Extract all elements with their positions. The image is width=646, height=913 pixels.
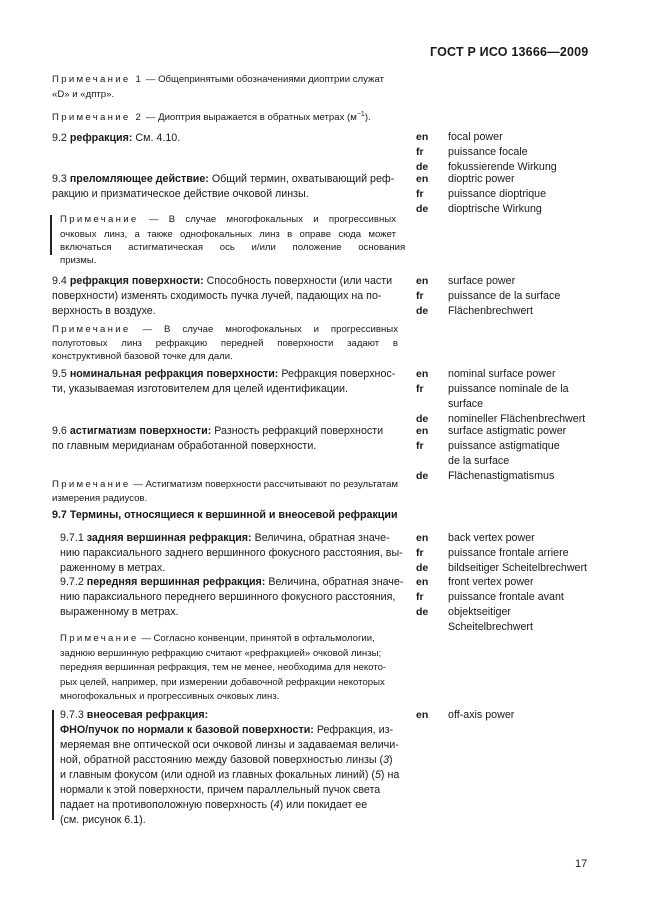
section-9-7-2: 9.7.2 передняя вершинная рефракция: Величина, обратная значе- [60, 576, 404, 588]
equivalent-term: surface [448, 398, 484, 410]
language-code: en [416, 425, 429, 437]
section-9-6: 9.6 астигматизм поверхности: Разность рефракций поверхности [52, 425, 384, 437]
language-code: fr [416, 146, 424, 158]
language-code: de [416, 203, 429, 215]
document-header: ГОСТ Р ИСО 13666—2009 [430, 45, 589, 59]
equivalent-term: Scheitelbrechwert [448, 621, 533, 633]
section-9-7-1: 9.7.1 задняя вершинная рефракция: Величина, обратная значе- [60, 532, 390, 544]
language-code: de [416, 470, 429, 482]
note-9-3: Примечание — В случае многофокальных и прогрессивных [60, 214, 396, 225]
note-1: Примечание 1 — Общепринятыми обозначениями диоптрии служат [52, 74, 384, 85]
equivalent-term: puissance de la surface [448, 290, 561, 302]
language-code: fr [416, 188, 424, 200]
page-number: 17 [575, 858, 588, 870]
equivalent-term: bildseitiger Scheitelbrechwert [448, 562, 588, 574]
equivalent-term: focal power [448, 131, 503, 143]
equivalent-term: Flächenastigmatismus [448, 470, 555, 482]
equivalent-term: puissance focale [448, 146, 528, 158]
equivalent-term: off-axis power [448, 709, 515, 721]
equivalent-term: puissance frontale avant [448, 591, 564, 603]
change-bar [52, 710, 54, 820]
equivalent-term: Flächenbrechwert [448, 305, 533, 317]
equivalent-term: dioptrische Wirkung [448, 203, 542, 215]
section-9-4: 9.4 рефракция поверхности: Способность поверхности (или части [52, 275, 393, 287]
language-code: fr [416, 440, 424, 452]
note-1-cont: «D» и «дптр». [52, 89, 115, 100]
equivalent-term: dioptric power [448, 173, 515, 185]
language-code: fr [416, 290, 424, 302]
language-code: de [416, 161, 429, 173]
equivalent-term: puissance frontale arriere [448, 547, 569, 559]
change-bar [50, 215, 52, 255]
equivalent-term: front vertex power [448, 576, 534, 588]
note-label: Примечание 1 [52, 74, 144, 85]
equivalent-term: objektseitiger [448, 606, 511, 618]
language-code: de [416, 606, 429, 618]
section-9-2: 9.2 рефракция: См. 4.10. [52, 132, 181, 144]
language-code: de [416, 413, 429, 425]
section-9-7-heading: 9.7 Термины, относящиеся к вершинной и внеосевой рефракции [52, 509, 398, 521]
language-code: fr [416, 547, 424, 559]
language-code: en [416, 576, 429, 588]
equivalent-term: nomineller Flächenbrechwert [448, 413, 586, 425]
equivalent-term: nominal surface power [448, 368, 556, 380]
equivalent-term: surface astigmatic power [448, 425, 567, 437]
section-9-7-3: 9.7.3 внеосевая рефракция: [60, 709, 209, 721]
section-9-5: 9.5 номинальная рефракция поверхности: Рефракция поверхнос- [52, 368, 396, 380]
equivalent-term: surface power [448, 275, 516, 287]
language-code: en [416, 368, 429, 380]
language-code: de [416, 562, 429, 574]
language-code: fr [416, 383, 424, 395]
note-9-6: Примечание — Астигматизм поверхности рассчитывают по результатам измерения радиусов. [52, 479, 399, 504]
language-code: en [416, 709, 429, 721]
language-code: en [416, 131, 429, 143]
language-code: en [416, 275, 429, 287]
language-code: en [416, 532, 429, 544]
equivalent-term: puissance astigmatique [448, 440, 560, 452]
note-9-7-2: Примечание — Согласно конвенции, принятой в офтальмологии, [60, 633, 375, 644]
equivalent-term: puissance nominale de la [448, 383, 569, 395]
section-9-3: 9.3 преломляющее действие: Общий термин, охватывающий реф- [52, 173, 395, 185]
language-code: de [416, 305, 429, 317]
note-9-4: Примечание — В случае многофокальных и прогрессивных полуготовых линз рефракцию передней поверхности задают в конструктивной базовой точке для дали. [52, 324, 399, 362]
language-code: fr [416, 591, 424, 603]
equivalent-term: puissance dioptrique [448, 188, 547, 200]
equivalent-term: de la surface [448, 455, 510, 467]
note-2: Примечание 2 — Диоптрия выражается в обратных метрах $(м^{-1})$. [52, 111, 371, 124]
section-9-3-line: ракцию и призматическое действие очковой линзы. [52, 188, 309, 200]
equivalent-term: back vertex power [448, 532, 535, 544]
equivalent-term: fokussierende Wirkung [448, 161, 557, 173]
language-code: en [416, 173, 429, 185]
